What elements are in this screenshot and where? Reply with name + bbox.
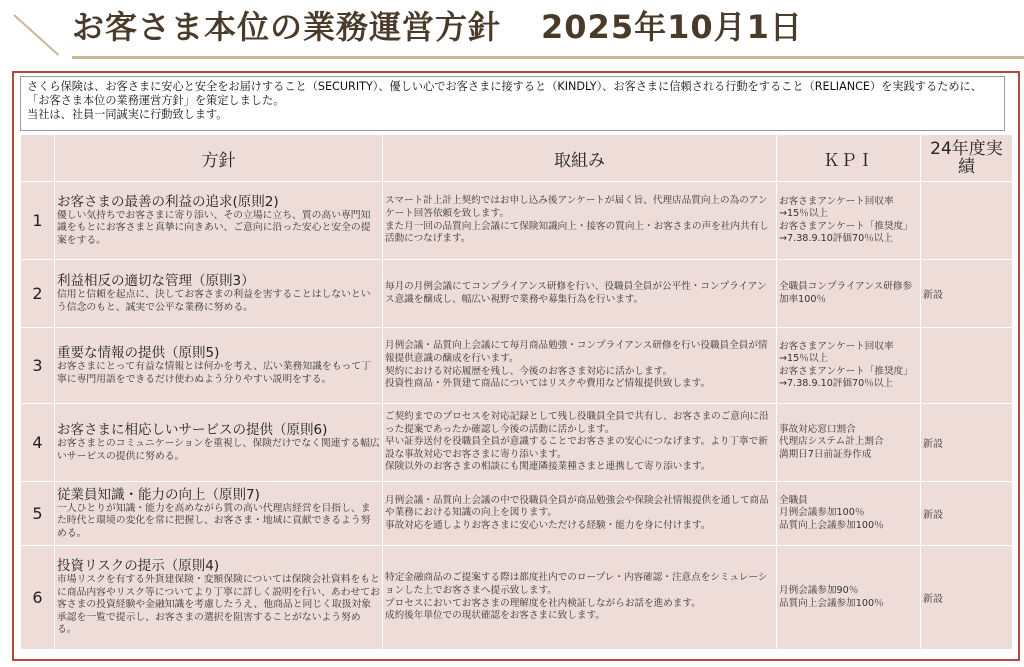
kpi-cell: 事故対応窓口割合 代理店システム計上割合 満期日7日前証券作成: [777, 404, 921, 482]
policy-table: [20, 134, 1013, 650]
page-title: [72, 2, 803, 48]
header-decoration-line: [13, 14, 59, 56]
actions-cell: 月例会議・品質向上会議にて毎月商品勉強・コンプライアンス研修を行い役職員全員が情報提供意識の醸成を行います。 契約における対応履歴を残し、今後のお客さま対応に活かします。 投資性商品・外貨建て商品についてはリスクや費用など情報提供致します。: [383, 328, 777, 404]
intro-line-1: さくら保険は、お客さまに安心と安全をお届けすること（SECURITY）、優しい心でお客さまに接すると（KINDLY）、お客さまに信頼される行動をすること（RELIANCE）を実践するために、「お客さま本位の業務運営方針」を策定しました。: [27, 80, 982, 107]
header-actions: 取組み: [383, 135, 777, 182]
result-cell: [921, 182, 1013, 260]
intro-box: [20, 76, 1005, 131]
row-number: 4: [21, 404, 55, 482]
header: [0, 0, 1024, 68]
row-number: 3: [21, 328, 55, 404]
result-cell: 新設: [921, 260, 1013, 328]
policy-title: 重要な情報の提供（原則5): [57, 344, 220, 361]
title-underline: [72, 56, 1024, 59]
kpi-cell: お客さまアンケート回収率 →15％以上 お客さまアンケート「推奨度」→7.38.9.10評価70％以上: [777, 182, 921, 260]
actions-cell: 毎月の月例会議にてコンプライアンス研修を行い、役職員全員が公平性・コンプライアンス意識を醸成し、幅広い視野で業務や募集行為を行います。: [383, 260, 777, 328]
policy-description: 一人ひとりが知識・能力を高めながら質の高い代理店経営を目指し、また時代と環境の変化を常に把握し、お客さま・地域に貢献できるよう努める。: [57, 502, 371, 539]
title-date: 2025年10月1日: [541, 8, 803, 46]
kpi-cell: 全職員 月例会議参加100％ 品質向上会議参加100％: [777, 482, 921, 546]
policy-description: 信用と信頼を起点に、決してお客さまの利益を害することはしないという信念のもと、誠実で公平な業務に努める。: [57, 288, 371, 313]
row-number: 5: [21, 482, 55, 546]
policy-title: お客さまの最善の利益の追求(原則2): [57, 193, 279, 210]
policy-description: 市場リスクを有する外貨建保険・変額保険については保険会社資料をもとに商品内容やリスク等についてより丁寧に詳しく説明を行い、あわせてお客さまの投資経験や金融知識を考慮したうえ、他商品と同じく取扱対象承認を一覧で提示し、お客さまの選択を阻害することがないよう努める。: [57, 574, 380, 636]
header-num: [21, 135, 55, 182]
row-number: 6: [21, 546, 55, 650]
intro-line-2: 当社は、社員一同誠実に行動致します。: [27, 107, 228, 121]
policy-description: お客さまにとって有益な情報とは何かを考え、広い業務知識をもって丁寧に専門用語をできるだけ使わぬよう分りやすい説明をする。: [57, 360, 371, 385]
table-row: [21, 404, 1013, 482]
policy-title: 利益相反の適切な管理（原則3）: [57, 272, 255, 289]
title-text: お客さま本位の業務運営方針: [72, 8, 502, 46]
table-row: [21, 260, 1013, 328]
result-cell: [921, 328, 1013, 404]
policy-cell: [55, 546, 383, 650]
policy-title: 従業員知識・能力の向上（原則7): [57, 486, 260, 503]
kpi-cell: 月例会議参加90％ 品質向上会議参加100％: [777, 546, 921, 650]
policy-cell: [55, 182, 383, 260]
table-header-row: [21, 135, 1013, 182]
policy-cell: [55, 482, 383, 546]
kpi-cell: 全職員コンプライアンス研修参加率100％: [777, 260, 921, 328]
row-number: 2: [21, 260, 55, 328]
table-row: [21, 482, 1013, 546]
header-policy: 方針: [55, 135, 383, 182]
table-row: [21, 546, 1013, 650]
actions-cell: スマート計上計上契約ではお申し込み後アンケートが届く旨、代理店品質向上の為のアンケート回答依頼を致します。 また月一回の品質向上会議にて保険知識向上・接客の質向上・お客さまの声を社内共有し活動につなげます。: [383, 182, 777, 260]
actions-cell: 月例会議・品質向上会議の中で役職員全員が商品勉強会や保険会社情報提供を通して商品や業務における知識の向上を図ります。 事故対応を通しよりお客さまに安心いただける経験・能力を身に付けます。: [383, 482, 777, 546]
actions-cell: ご契約までのプロセスを対応記録として残し役職員全員で共有し、お客さまのご意向に沿った提案であったか確認し今後の活動に活かします。 早い証券送付を役職員全員が意識することでお客さまの安心につなげます。より丁寧で新設な事故対応でお客さまに寄り添います。 保険以外のお客さまの相談にも関連隣接業種さまと連携して寄り添います。: [383, 404, 777, 482]
policy-description: 優しい気持ちでお客さまに寄り添い、その立場に立ち、質の高い専門知識をもとにお客さまと真摯に向きあい、ご意向に沿った安心と安全の提案をする。: [57, 209, 371, 246]
table-row: [21, 182, 1013, 260]
row-number: 1: [21, 182, 55, 260]
policy-title: お客さまに相応しいサービスの提供（原則6): [57, 421, 328, 438]
result-cell: 新設: [921, 546, 1013, 650]
header-kpi: ＫＰＩ: [777, 135, 921, 182]
result-cell: 新設: [921, 482, 1013, 546]
policy-title: 投資リスクの提示（原則4): [57, 558, 220, 575]
header-results: 24年度実績: [921, 135, 1013, 182]
policy-description: お客さまとのコミュニケーションを重視し、保険だけでなく関連する幅広いサービスの提供に努める。: [57, 437, 380, 462]
policy-cell: [55, 328, 383, 404]
policy-cell: [55, 404, 383, 482]
table-row: [21, 328, 1013, 404]
kpi-cell: お客さまアンケート回収率 →15％以上 お客さまアンケート「推奨度」→7.38.9.10評価70％以上: [777, 328, 921, 404]
actions-cell: 特定金融商品のご提案する際は都度社内でのロープレ・内容確認・注意点をシミュレーションした上でお客さまへ提示致します。 プロセスにおいてお客さまの理解度を社内検証しながらお話を進めます。 成約後年単位での現状確認をお客さまに致します。: [383, 546, 777, 650]
policy-cell: [55, 260, 383, 328]
result-cell: 新設: [921, 404, 1013, 482]
